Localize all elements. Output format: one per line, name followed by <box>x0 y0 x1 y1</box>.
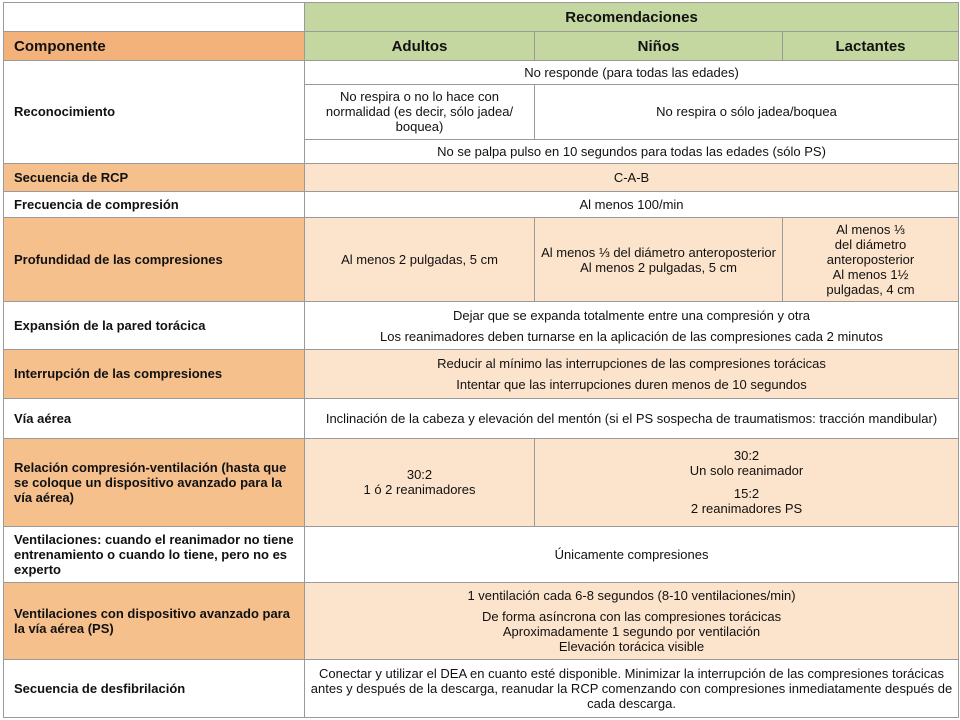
recomendaciones-header: Recomendaciones <box>305 3 959 32</box>
row-label-ventilaciones-dispositivo: Ventilaciones con dispositivo avanzado para la vía aérea (PS) <box>4 583 305 659</box>
table-row-relacion <box>4 438 959 526</box>
row-label-desfibrilacion: Secuencia de desfibrilación <box>4 659 305 717</box>
interrupcion-line-2: Intentar que las interrupciones duren menos de 10 segundos <box>456 376 807 392</box>
reconocimiento-adults: No respira o no lo hace con normalidad (es decir, sólo jadea/ boquea) <box>305 85 535 139</box>
row-label-reconocimiento: Reconocimiento <box>4 61 305 163</box>
header-row-top <box>4 3 959 32</box>
table-row-profundidad <box>4 217 959 301</box>
reconocimiento-all-ages: No responde (para todas las edades) <box>305 61 959 85</box>
row-label-frecuencia: Frecuencia de compresión <box>4 191 305 217</box>
secuencia-value: C-A-B <box>305 163 959 191</box>
reconocimiento-children-infants: No respira o sólo jadea/boquea <box>535 85 959 139</box>
profundidad-infants-line-4: Al menos 1½ <box>832 267 909 283</box>
relacion-adults-line-1: 30:2 <box>406 467 433 483</box>
table-row-via-aerea <box>4 398 959 438</box>
table-row-frecuencia <box>4 191 959 217</box>
adultos-header: Adultos <box>305 32 535 61</box>
recommendations-table-container <box>3 2 958 718</box>
profundidad-infants-line-3: anteroposterior <box>826 252 915 268</box>
ventilaciones-dispositivo-line-3: Aproximadamente 1 segundo por ventilación <box>502 623 761 639</box>
relacion-ci-line-1: 30:2 <box>733 448 760 464</box>
row-label-secuencia: Secuencia de RCP <box>4 163 305 191</box>
profundidad-children-line-2: Al menos 2 pulgadas, 5 cm <box>580 259 737 275</box>
ventilaciones-value: Únicamente compresiones <box>305 527 959 583</box>
interrupcion-line-1: Reducir al mínimo las interrupciones de las compresiones torácicas <box>437 355 826 371</box>
row-label-interrupcion: Interrupción de las compresiones <box>4 350 305 398</box>
profundidad-infants-line-1: Al menos ⅓ <box>836 222 905 238</box>
header-row-columns <box>4 32 959 61</box>
profundidad-infants-line-5: pulgadas, 4 cm <box>826 282 915 298</box>
header-blank-cell <box>4 3 305 32</box>
relacion-adults-line-2: 1 ó 2 reanimadores <box>363 482 476 498</box>
expansion-value <box>305 302 959 350</box>
profundidad-children <box>535 217 783 301</box>
table-row-secuencia <box>4 163 959 191</box>
relacion-ci-line-2: Un solo reanimador <box>689 463 804 479</box>
frecuencia-value: Al menos 100/min <box>305 191 959 217</box>
table-row-expansion <box>4 302 959 350</box>
row-label-expansion: Expansión de la pared torácica <box>4 302 305 350</box>
expansion-line-1: Dejar que se expanda totalmente entre una compresión y otra <box>453 307 811 323</box>
desfibrilacion-value: Conectar y utilizar el DEA en cuanto esté disponible. Minimizar la interrupción de las compresiones torácicas antes y después de la descarga, reanudar la RCP comenzando con compresiones inmediatamente después de cada descarga. <box>305 659 959 717</box>
ventilaciones-dispositivo-value <box>305 583 959 659</box>
relacion-ci-line-4: 2 reanimadores PS <box>690 501 803 517</box>
row-label-ventilaciones: Ventilaciones: cuando el reanimador no tiene entrenamiento o cuando lo tiene, pero no es experto <box>4 527 305 583</box>
table-row-interrupcion <box>4 350 959 398</box>
row-label-profundidad: Profundidad de las compresiones <box>4 217 305 301</box>
table-row-ventilaciones <box>4 527 959 583</box>
lactantes-header: Lactantes <box>783 32 959 61</box>
profundidad-infants-line-2: del diámetro <box>834 237 907 253</box>
profundidad-children-line-1: Al menos ⅓ del diámetro anteroposterior <box>541 244 776 260</box>
ninos-header: Niños <box>535 32 783 61</box>
row-label-via-aerea: Vía aérea <box>4 398 305 438</box>
expansion-line-2: Los reanimadores deben turnarse en la aplicación de las compresiones cada 2 minutos <box>380 328 883 344</box>
via-aerea-value: Inclinación de la cabeza y elevación del mentón (si el PS sospecha de traumatismos: tracción mandibular) <box>305 398 959 438</box>
profundidad-adults: Al menos 2 pulgadas, 5 cm <box>305 217 535 301</box>
profundidad-infants <box>783 217 959 301</box>
table-row-desfibrilacion <box>4 659 959 717</box>
reconocimiento-pulse: No se palpa pulso en 10 segundos para todas las edades (sólo PS) <box>305 139 959 163</box>
cpr-recommendations-table <box>3 2 959 718</box>
ventilaciones-dispositivo-line-2: De forma asíncrona con las compresiones torácicas <box>481 608 782 624</box>
ventilaciones-dispositivo-line-1: 1 ventilación cada 6-8 segundos (8-10 ventilaciones/min) <box>467 587 796 603</box>
relacion-adults <box>305 438 535 526</box>
relacion-children-infants <box>535 438 959 526</box>
interrupcion-value <box>305 350 959 398</box>
relacion-ci-line-3: 15:2 <box>733 486 760 502</box>
relacion-ci-spacer <box>539 478 954 486</box>
row-label-relacion: Relación compresión-ventilación (hasta que se coloque un dispositivo avanzado para la vía aérea) <box>4 438 305 526</box>
table-row-ventilaciones-dispositivo <box>4 583 959 659</box>
table-row-reconocimiento-1 <box>4 61 959 85</box>
componente-header: Componente <box>4 32 305 61</box>
ventilaciones-dispositivo-line-4: Elevación torácica visible <box>558 638 705 654</box>
